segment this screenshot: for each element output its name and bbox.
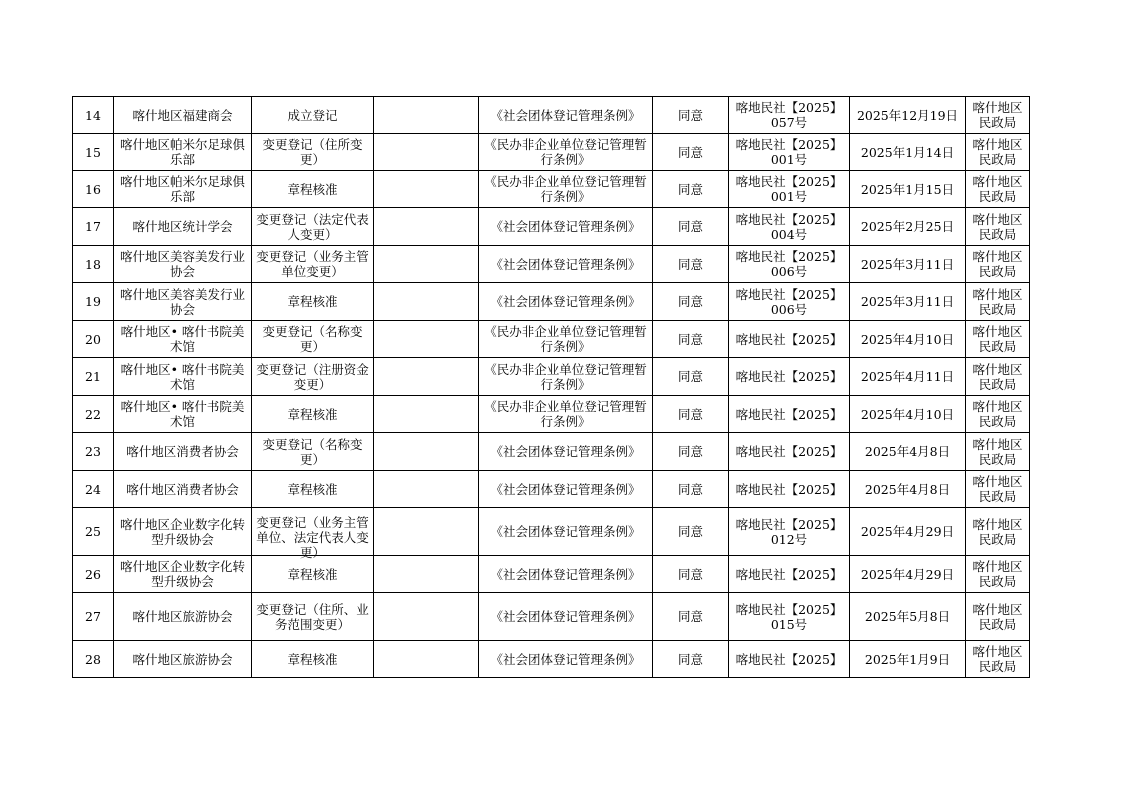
legal-basis: 《民办非企业单位登记管理暂行条例》 xyxy=(484,174,647,204)
approval-result-cell xyxy=(653,208,729,246)
legal-basis: 《社会团体登记管理条例》 xyxy=(490,256,641,272)
legal-basis-cell xyxy=(479,641,653,678)
document-number-cell xyxy=(729,641,850,678)
organization-name-cell xyxy=(114,433,252,471)
approval-result-cell xyxy=(653,471,729,508)
document-number: 喀地民社【2025】 xyxy=(735,481,843,497)
legal-basis: 《社会团体登记管理条例》 xyxy=(490,219,641,234)
approval-result-cell xyxy=(653,508,729,556)
document-number: 喀地民社【2025】 xyxy=(735,331,843,347)
document-number-cell xyxy=(729,321,850,358)
registration-type: 章程核准 xyxy=(287,294,338,309)
row-number-cell xyxy=(73,471,114,508)
empty-cell-cell xyxy=(374,283,479,321)
approving-authority: 喀什地区民政局 xyxy=(972,249,1023,279)
registration-type-cell xyxy=(252,208,374,246)
document-number: 喀地民社【2025】015号 xyxy=(735,601,843,632)
registration-type-cell xyxy=(252,593,374,641)
approval-date-cell xyxy=(850,97,966,134)
approval-date: 2025年12月19日 xyxy=(856,107,959,123)
row-number: 25 xyxy=(85,524,101,539)
legal-basis: 《社会团体登记管理条例》 xyxy=(490,609,641,624)
approval-date-cell xyxy=(850,208,966,246)
approval-result-cell xyxy=(653,283,729,321)
table-row xyxy=(73,396,1030,433)
registration-type-cell xyxy=(252,508,374,560)
registration-type: 变更登记（住所、业务范围变更） xyxy=(256,601,369,632)
row-number: 16 xyxy=(85,181,101,197)
empty-cell-cell xyxy=(374,246,479,283)
legal-basis-cell xyxy=(479,358,653,396)
registration-type-cell xyxy=(252,641,374,678)
approving-authority-cell xyxy=(966,396,1030,433)
organization-name-cell xyxy=(114,134,252,171)
legal-basis-cell xyxy=(479,97,653,134)
approval-result-cell xyxy=(653,593,729,641)
registration-type: 变更登记（注册资金变更） xyxy=(256,361,369,392)
approval-date: 2025年1月15日 xyxy=(860,181,955,197)
table-row xyxy=(73,134,1030,171)
row-number: 22 xyxy=(85,406,101,422)
organization-name: 喀什地区旅游协会 xyxy=(132,651,233,667)
organization-name: 喀什地区• 喀什书院美术馆 xyxy=(120,399,245,429)
approval-result: 同意 xyxy=(677,181,703,197)
approval-result: 同意 xyxy=(677,444,703,459)
organization-name-cell xyxy=(114,208,252,246)
approval-result: 同意 xyxy=(677,294,703,309)
document-number: 喀地民社【2025】 xyxy=(735,651,843,667)
approval-result-cell xyxy=(653,396,729,433)
organization-name: 喀什地区统计学会 xyxy=(132,219,233,234)
organization-name: 喀什地区• 喀什书院美术馆 xyxy=(120,324,245,354)
approval-result: 同意 xyxy=(677,256,703,272)
row-number-cell xyxy=(73,246,114,283)
legal-basis: 《社会团体登记管理条例》 xyxy=(490,651,641,667)
table-row xyxy=(73,97,1030,134)
organization-name: 喀什地区旅游协会 xyxy=(132,609,233,624)
registration-type-cell xyxy=(252,246,374,283)
row-number: 27 xyxy=(85,609,101,624)
organization-name-cell xyxy=(114,396,252,433)
row-number-cell xyxy=(73,97,114,134)
document-number-cell xyxy=(729,246,850,283)
legal-basis-cell xyxy=(479,134,653,171)
registration-type: 章程核准 xyxy=(287,566,338,582)
organization-name: 喀什地区福建商会 xyxy=(132,107,233,123)
legal-basis-cell xyxy=(479,171,653,208)
row-number-cell xyxy=(73,208,114,246)
empty-cell-cell xyxy=(374,433,479,471)
approval-date: 2025年4月10日 xyxy=(860,406,955,422)
legal-basis-cell xyxy=(479,556,653,593)
legal-basis-cell xyxy=(479,593,653,641)
row-number: 28 xyxy=(85,651,101,667)
registration-type-cell xyxy=(252,171,374,208)
approving-authority: 喀什地区民政局 xyxy=(972,474,1023,504)
table-row xyxy=(73,171,1030,208)
registration-type: 变更登记（法定代表人变更） xyxy=(256,211,369,242)
row-number-cell xyxy=(73,593,114,641)
empty-cell-cell xyxy=(374,471,479,508)
approving-authority-cell xyxy=(966,433,1030,471)
approval-date: 2025年4月11日 xyxy=(860,369,955,384)
registration-type-cell xyxy=(252,433,374,471)
row-number-cell xyxy=(73,171,114,208)
approval-result: 同意 xyxy=(677,566,703,582)
document-number: 喀地民社【2025】004号 xyxy=(735,211,843,242)
empty-cell-cell xyxy=(374,508,479,556)
legal-basis: 《民办非企业单位登记管理暂行条例》 xyxy=(484,361,647,392)
row-number: 14 xyxy=(85,107,101,123)
document-number: 喀地民社【2025】006号 xyxy=(735,286,843,317)
legal-basis-cell xyxy=(479,208,653,246)
document-number: 喀地民社【2025】001号 xyxy=(735,174,843,204)
registration-type-cell xyxy=(252,97,374,134)
approval-result: 同意 xyxy=(677,331,703,347)
approval-date: 2025年4月29日 xyxy=(860,566,955,582)
legal-basis-cell xyxy=(479,471,653,508)
document-number-cell xyxy=(729,208,850,246)
registration-type-cell xyxy=(252,396,374,433)
organization-name-cell xyxy=(114,508,252,556)
table-row xyxy=(73,556,1030,593)
legal-basis: 《民办非企业单位登记管理暂行条例》 xyxy=(484,324,647,354)
registration-type: 变更登记（名称变更） xyxy=(262,324,363,354)
row-number-cell xyxy=(73,641,114,678)
approving-authority-cell xyxy=(966,97,1030,134)
empty-cell-cell xyxy=(374,556,479,593)
registration-type: 成立登记 xyxy=(287,107,338,123)
document-number-cell xyxy=(729,433,850,471)
table-row xyxy=(73,641,1030,678)
organization-name: 喀什地区帕米尔足球俱乐部 xyxy=(119,174,245,204)
approving-authority: 喀什地区民政局 xyxy=(972,286,1023,317)
approval-date-cell xyxy=(850,556,966,593)
row-number: 26 xyxy=(85,566,101,582)
document-number-cell xyxy=(729,556,850,593)
row-number-cell xyxy=(73,556,114,593)
approving-authority: 喀什地区民政局 xyxy=(972,399,1023,429)
row-number-cell xyxy=(73,283,114,321)
legal-basis: 《社会团体登记管理条例》 xyxy=(490,294,641,309)
row-number-cell xyxy=(73,358,114,396)
document-number-cell xyxy=(729,593,850,641)
approval-date: 2025年2月25日 xyxy=(860,219,955,234)
organization-name: 喀什地区帕米尔足球俱乐部 xyxy=(119,137,245,167)
approval-result-cell xyxy=(653,321,729,358)
approval-result: 同意 xyxy=(677,369,703,384)
registration-type-cell xyxy=(252,471,374,508)
document-number: 喀地民社【2025】006号 xyxy=(735,249,843,279)
document-number-cell xyxy=(729,134,850,171)
approval-result: 同意 xyxy=(677,609,703,624)
approval-date: 2025年3月11日 xyxy=(860,256,955,272)
approving-authority-cell xyxy=(966,641,1030,678)
approval-result-cell xyxy=(653,433,729,471)
approval-result: 同意 xyxy=(677,144,703,160)
empty-cell-cell xyxy=(374,396,479,433)
approval-date-cell xyxy=(850,134,966,171)
registration-type: 章程核准 xyxy=(287,181,338,197)
legal-basis: 《社会团体登记管理条例》 xyxy=(490,566,641,582)
organization-name-cell xyxy=(114,593,252,641)
organization-name-cell xyxy=(114,97,252,134)
legal-basis-cell xyxy=(479,396,653,433)
approving-authority: 喀什地区民政局 xyxy=(972,211,1023,242)
document-number: 喀地民社【2025】 xyxy=(735,369,843,384)
row-number: 18 xyxy=(85,256,101,272)
approving-authority: 喀什地区民政局 xyxy=(972,516,1023,547)
approval-result-cell xyxy=(653,358,729,396)
legal-basis: 《民办非企业单位登记管理暂行条例》 xyxy=(484,137,647,167)
legal-basis: 《社会团体登记管理条例》 xyxy=(490,444,641,459)
table-row xyxy=(73,433,1030,471)
organization-name: 喀什地区消费者协会 xyxy=(126,444,239,459)
approval-date-cell xyxy=(850,471,966,508)
table-row xyxy=(73,508,1030,556)
registration-type: 变更登记（业务主管单位、法定代表人变更） xyxy=(256,514,369,560)
document-number: 喀地民社【2025】 xyxy=(735,444,843,459)
approval-result-cell xyxy=(653,556,729,593)
row-number-cell xyxy=(73,321,114,358)
organization-name-cell xyxy=(114,641,252,678)
legal-basis-cell xyxy=(479,508,653,556)
legal-basis: 《社会团体登记管理条例》 xyxy=(490,107,641,123)
approving-authority: 喀什地区民政局 xyxy=(972,100,1023,130)
approving-authority: 喀什地区民政局 xyxy=(972,601,1023,632)
organization-name-cell xyxy=(114,321,252,358)
approval-date: 2025年1月14日 xyxy=(860,144,955,160)
approval-result-cell xyxy=(653,97,729,134)
organization-name-cell xyxy=(114,471,252,508)
approval-date: 2025年4月29日 xyxy=(860,524,955,539)
registration-type-cell xyxy=(252,134,374,171)
approval-date: 2025年4月10日 xyxy=(860,331,955,347)
legal-basis-cell xyxy=(479,321,653,358)
empty-cell-cell xyxy=(374,97,479,134)
document-number-cell xyxy=(729,358,850,396)
approving-authority-cell xyxy=(966,358,1030,396)
approval-date-cell xyxy=(850,321,966,358)
organization-name: 喀什地区消费者协会 xyxy=(126,481,239,497)
approval-date-cell xyxy=(850,246,966,283)
row-number: 21 xyxy=(85,369,101,384)
approval-date-cell xyxy=(850,508,966,556)
row-number: 20 xyxy=(85,331,101,347)
registration-type: 变更登记（名称变更） xyxy=(262,436,363,467)
registration-type: 章程核准 xyxy=(287,481,338,497)
legal-basis-cell xyxy=(479,246,653,283)
approval-result: 同意 xyxy=(677,481,703,497)
table-row xyxy=(73,358,1030,396)
legal-basis: 《社会团体登记管理条例》 xyxy=(490,481,641,497)
empty-cell-cell xyxy=(374,208,479,246)
row-number-cell xyxy=(73,134,114,171)
table-row xyxy=(73,471,1030,508)
organization-name: 喀什地区• 喀什书院美术馆 xyxy=(120,361,245,392)
document-number-cell xyxy=(729,283,850,321)
empty-cell-cell xyxy=(374,593,479,641)
legal-basis-cell xyxy=(479,433,653,471)
approving-authority-cell xyxy=(966,321,1030,358)
approval-result: 同意 xyxy=(677,524,703,539)
approval-date: 2025年3月11日 xyxy=(860,294,955,309)
approval-date-cell xyxy=(850,433,966,471)
approving-authority-cell xyxy=(966,283,1030,321)
approval-date: 2025年5月8日 xyxy=(864,609,951,624)
table-row xyxy=(73,321,1030,358)
registration-type-cell xyxy=(252,556,374,593)
registration-type: 变更登记（业务主管单位变更） xyxy=(256,249,369,279)
approving-authority-cell xyxy=(966,593,1030,641)
table-row xyxy=(73,208,1030,246)
approval-date-cell xyxy=(850,171,966,208)
document-number: 喀地民社【2025】 xyxy=(735,406,843,422)
row-number: 19 xyxy=(85,294,101,309)
approval-date: 2025年4月8日 xyxy=(864,444,951,459)
empty-cell-cell xyxy=(374,358,479,396)
approving-authority: 喀什地区民政局 xyxy=(972,559,1023,589)
table-row xyxy=(73,283,1030,321)
empty-cell-cell xyxy=(374,171,479,208)
records-table xyxy=(72,96,1030,678)
approving-authority: 喀什地区民政局 xyxy=(972,644,1023,674)
approval-result: 同意 xyxy=(677,651,703,667)
row-number: 15 xyxy=(85,144,101,160)
registration-type: 变更登记（住所变更） xyxy=(262,137,363,167)
document-number-cell xyxy=(729,396,850,433)
empty-cell-cell xyxy=(374,134,479,171)
approving-authority-cell xyxy=(966,134,1030,171)
document-number-cell xyxy=(729,508,850,556)
document-number: 喀地民社【2025】001号 xyxy=(735,137,843,167)
organization-name: 喀什地区企业数字化转型升级协会 xyxy=(119,516,245,547)
registration-type: 章程核准 xyxy=(287,651,338,667)
approval-result: 同意 xyxy=(677,406,703,422)
approval-result-cell xyxy=(653,134,729,171)
approving-authority: 喀什地区民政局 xyxy=(972,137,1023,167)
approval-result-cell xyxy=(653,641,729,678)
approving-authority-cell xyxy=(966,556,1030,593)
organization-name-cell xyxy=(114,556,252,593)
organization-name: 喀什地区企业数字化转型升级协会 xyxy=(119,559,245,589)
organization-name-cell xyxy=(114,283,252,321)
document-number-cell xyxy=(729,97,850,134)
row-number-cell xyxy=(73,433,114,471)
organization-name: 喀什地区美容美发行业协会 xyxy=(119,286,245,317)
document-number: 喀地民社【2025】012号 xyxy=(735,516,843,547)
table-row xyxy=(73,593,1030,641)
approval-date: 2025年4月8日 xyxy=(864,481,951,497)
empty-cell-cell xyxy=(374,641,479,678)
approval-result-cell xyxy=(653,246,729,283)
approval-result: 同意 xyxy=(677,107,703,123)
document-number: 喀地民社【2025】057号 xyxy=(735,100,843,130)
registration-type: 章程核准 xyxy=(287,406,338,422)
approval-result-cell xyxy=(653,171,729,208)
row-number: 23 xyxy=(85,444,101,459)
registration-type-cell xyxy=(252,321,374,358)
approval-date: 2025年1月9日 xyxy=(864,651,951,667)
row-number-cell xyxy=(73,396,114,433)
approval-date-cell xyxy=(850,283,966,321)
document-number: 喀地民社【2025】 xyxy=(735,566,843,582)
empty-cell-cell xyxy=(374,321,479,358)
legal-basis: 《社会团体登记管理条例》 xyxy=(490,524,641,539)
organization-name-cell xyxy=(114,358,252,396)
approval-date-cell xyxy=(850,641,966,678)
row-number: 24 xyxy=(85,481,101,497)
organization-name-cell xyxy=(114,171,252,208)
approving-authority-cell xyxy=(966,246,1030,283)
row-number-cell xyxy=(73,508,114,556)
document-number-cell xyxy=(729,471,850,508)
approving-authority-cell xyxy=(966,208,1030,246)
approving-authority: 喀什地区民政局 xyxy=(972,324,1023,354)
approval-date-cell xyxy=(850,358,966,396)
approval-date-cell xyxy=(850,396,966,433)
approving-authority-cell xyxy=(966,171,1030,208)
approving-authority: 喀什地区民政局 xyxy=(972,436,1023,467)
approval-date-cell xyxy=(850,593,966,641)
registration-type-cell xyxy=(252,358,374,396)
legal-basis: 《民办非企业单位登记管理暂行条例》 xyxy=(484,399,647,429)
document-number-cell xyxy=(729,171,850,208)
approving-authority-cell xyxy=(966,471,1030,508)
approving-authority-cell xyxy=(966,508,1030,556)
legal-basis-cell xyxy=(479,283,653,321)
records-body xyxy=(73,97,1030,678)
organization-name: 喀什地区美容美发行业协会 xyxy=(119,249,245,279)
table-row xyxy=(73,246,1030,283)
approving-authority: 喀什地区民政局 xyxy=(972,361,1023,392)
approval-result: 同意 xyxy=(677,219,703,234)
organization-name-cell xyxy=(114,246,252,283)
row-number: 17 xyxy=(85,219,101,234)
approving-authority: 喀什地区民政局 xyxy=(972,174,1023,204)
registration-type-cell xyxy=(252,283,374,321)
